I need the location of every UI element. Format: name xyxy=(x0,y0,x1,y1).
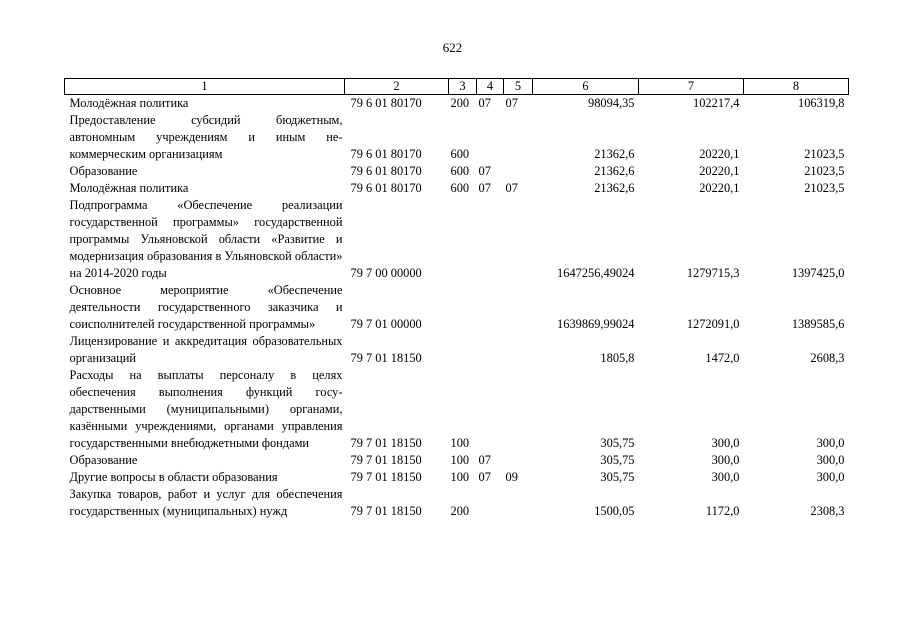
row-name: Образование xyxy=(69,164,138,178)
expense-type-code: 200 xyxy=(450,96,470,110)
amount-col8: 2308,3 xyxy=(810,504,845,518)
table-row xyxy=(65,486,849,520)
row-name: Расходы на выплаты персоналу в целях обеспечения выполнения функций государственными (муниципальными) органами, казёнными учреждениями, органами управления государственными внебюджетными фондами xyxy=(69,368,343,450)
amount-col8: 106319,8 xyxy=(798,96,845,110)
expense-type-code: 600 xyxy=(450,147,470,161)
amount-col8: 1397425,0 xyxy=(791,266,845,280)
page-number: 622 xyxy=(442,40,463,55)
table-row xyxy=(65,197,849,282)
amount-col7: 300,0 xyxy=(711,453,740,467)
target-article-code: 79 6 01 80170 xyxy=(350,147,422,161)
subsection-code xyxy=(504,486,533,520)
row-name: Закупка товаров, работ и услуг для обеспечения государственных (муниципальных) нужд xyxy=(69,487,343,518)
section-code xyxy=(477,333,504,367)
row-name: Лицензирование и аккредитация образовательных организаций xyxy=(69,334,343,365)
amount-col8: 300,0 xyxy=(816,470,845,484)
target-article-code: 79 7 01 00000 xyxy=(350,317,422,331)
subsection-code: 07 xyxy=(505,181,518,195)
amount-col7: 20220,1 xyxy=(699,147,740,161)
amount-col8: 300,0 xyxy=(816,436,845,450)
table-row xyxy=(65,333,849,367)
table-row xyxy=(65,367,849,452)
header-cell: 2 xyxy=(345,79,449,95)
amount-col6: 305,75 xyxy=(600,470,635,484)
section-code xyxy=(477,197,504,282)
expense-type-code: 600 xyxy=(450,181,470,195)
budget-table xyxy=(64,78,849,520)
header-cell: 1 xyxy=(65,79,345,95)
amount-col7: 1279715,3 xyxy=(686,266,740,280)
section-code: 07 xyxy=(478,96,491,110)
amount-col8: 21023,5 xyxy=(804,147,845,161)
table-row xyxy=(65,95,849,113)
amount-col6: 305,75 xyxy=(600,453,635,467)
amount-col8: 1389585,6 xyxy=(791,317,845,331)
row-name: Другие вопросы в области образования xyxy=(69,470,278,484)
expense-type-code xyxy=(449,333,477,367)
header-cell: 7 xyxy=(639,79,744,95)
amount-col7: 20220,1 xyxy=(699,164,740,178)
expense-type-code xyxy=(449,197,477,282)
subsection-code xyxy=(504,333,533,367)
target-article-code: 79 6 01 80170 xyxy=(350,96,422,110)
subsection-code xyxy=(504,197,533,282)
amount-col7: 1272091,0 xyxy=(686,317,740,331)
target-article-code: 79 6 01 80170 xyxy=(350,164,422,178)
target-article-code: 79 6 01 80170 xyxy=(350,181,422,195)
amount-col6: 21362,6 xyxy=(594,147,635,161)
amount-col6: 1647256,49024 xyxy=(557,266,635,280)
header-cell: 4 xyxy=(477,79,504,95)
subsection-code xyxy=(504,452,533,469)
section-code: 07 xyxy=(478,164,491,178)
row-name: Предоставление субсидий бюджетным, автономным учреждениям и иным некоммерческим организациям xyxy=(69,113,343,161)
amount-col7: 1472,0 xyxy=(705,351,740,365)
expense-type-code: 200 xyxy=(450,504,470,518)
row-name: Основное мероприятие «Обеспечение деятельности государственного заказчика и соисполнителей государственной программы» xyxy=(69,283,343,331)
subsection-code xyxy=(504,282,533,333)
table-row xyxy=(65,163,849,180)
amount-col6: 21362,6 xyxy=(594,164,635,178)
table-row xyxy=(65,452,849,469)
section-code xyxy=(477,367,504,452)
amount-col7: 300,0 xyxy=(711,470,740,484)
table-row xyxy=(65,469,849,486)
section-code: 07 xyxy=(478,453,491,467)
target-article-code: 79 7 01 18150 xyxy=(350,470,422,484)
section-code xyxy=(477,282,504,333)
section-code: 07 xyxy=(478,181,491,195)
expense-type-code xyxy=(449,282,477,333)
row-name: Образование xyxy=(69,453,138,467)
expense-type-code: 100 xyxy=(450,470,470,484)
amount-col7: 102217,4 xyxy=(693,96,740,110)
subsection-code: 07 xyxy=(505,96,518,110)
table-header-row xyxy=(65,79,849,95)
expense-type-code: 600 xyxy=(450,164,470,178)
target-article-code: 79 7 01 18150 xyxy=(350,351,422,365)
amount-col7: 20220,1 xyxy=(699,181,740,195)
row-name: Подпрограмма «Обеспечение реализации государственной программы» государственной программы Ульяновской области «Развитие и модернизация образования в Ульяновской области» на 2014-2020 годы xyxy=(69,198,343,280)
section-code: 07 xyxy=(478,470,491,484)
amount-col8: 21023,5 xyxy=(804,181,845,195)
section-code xyxy=(477,486,504,520)
amount-col8: 300,0 xyxy=(816,453,845,467)
expense-type-code: 100 xyxy=(450,436,470,450)
table-row xyxy=(65,112,849,163)
target-article-code: 79 7 01 18150 xyxy=(350,453,422,467)
amount-col6: 305,75 xyxy=(600,436,635,450)
amount-col7: 300,0 xyxy=(711,436,740,450)
target-article-code: 79 7 00 00000 xyxy=(350,266,422,280)
section-code xyxy=(477,112,504,163)
target-article-code: 79 7 01 18150 xyxy=(350,504,422,518)
amount-col6: 98094,35 xyxy=(588,96,635,110)
subsection-code xyxy=(504,112,533,163)
header-cell: 8 xyxy=(744,79,849,95)
amount-col6: 1500,05 xyxy=(594,504,635,518)
target-article-code: 79 7 01 18150 xyxy=(350,436,422,450)
amount-col6: 21362,6 xyxy=(594,181,635,195)
expense-type-code: 100 xyxy=(450,453,470,467)
header-cell: 5 xyxy=(504,79,533,95)
header-cell: 6 xyxy=(533,79,639,95)
subsection-code xyxy=(504,367,533,452)
amount-col8: 21023,5 xyxy=(804,164,845,178)
subsection-code: 09 xyxy=(505,470,518,484)
row-name: Молодёжная политика xyxy=(69,181,189,195)
table-row xyxy=(65,180,849,197)
amount-col6: 1805,8 xyxy=(600,351,635,365)
table-row xyxy=(65,282,849,333)
amount-col8: 2608,3 xyxy=(810,351,845,365)
row-name: Молодёжная политика xyxy=(69,96,189,110)
amount-col7: 1172,0 xyxy=(705,504,740,518)
header-cell: 3 xyxy=(449,79,477,95)
amount-col6: 1639869,99024 xyxy=(557,317,635,331)
subsection-code xyxy=(504,163,533,180)
